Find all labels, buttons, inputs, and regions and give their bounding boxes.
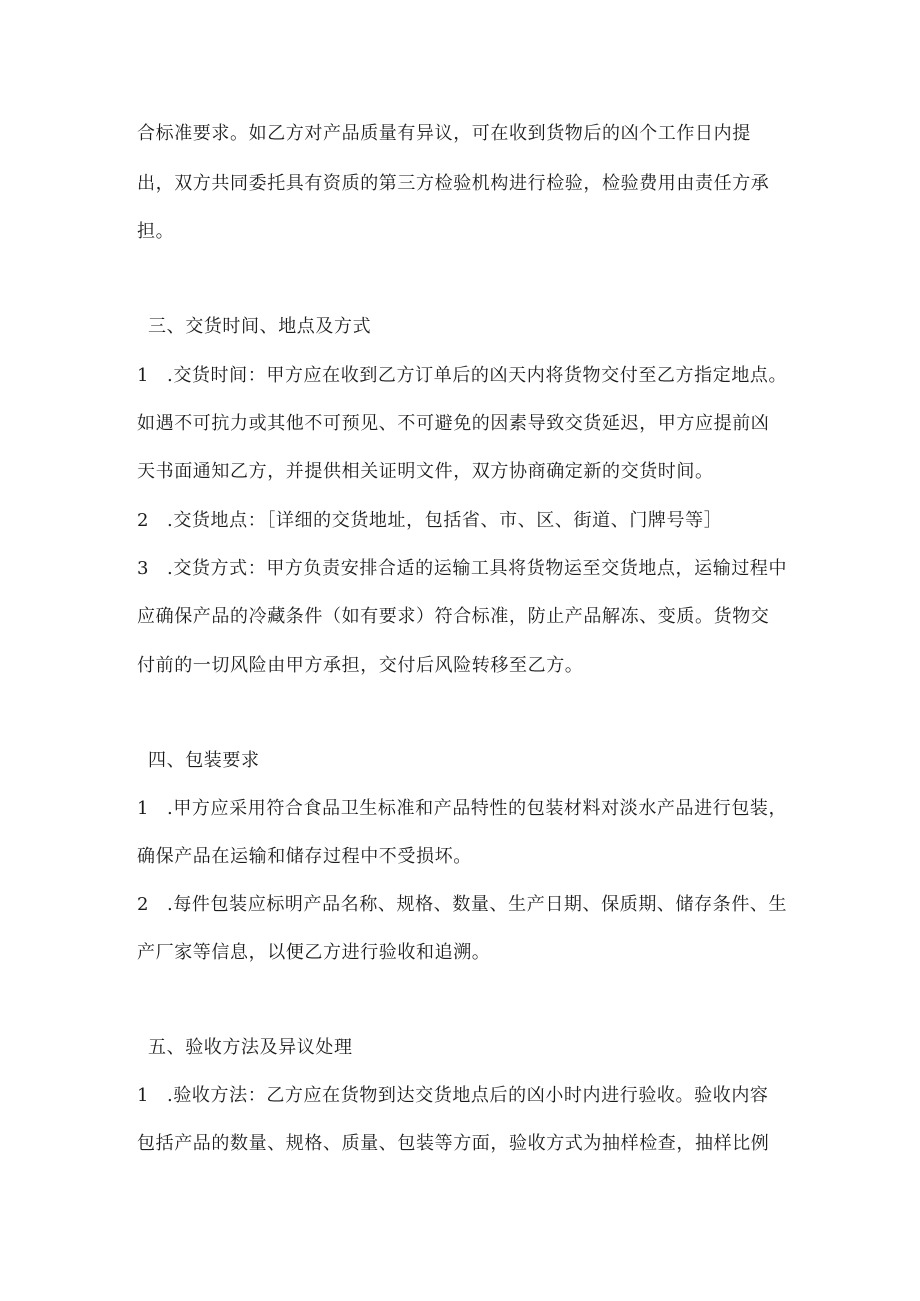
paragraph-line: 应确保产品的冷藏条件（如有要求）符合标准，防止产品解冻、变质。货物交 bbox=[137, 606, 770, 627]
paragraph-line: 出，双方共同委托具有资质的第三方检验机构进行检验，检验费用由责任方承 bbox=[137, 173, 770, 194]
paragraph-line: 担。 bbox=[137, 221, 175, 242]
item-number: 1 bbox=[137, 1085, 150, 1106]
item-number: 1 bbox=[137, 798, 150, 819]
item-text: .交货方式：甲方负责安排合适的运输工具将货物运至交货地点，运输过程中 bbox=[167, 558, 788, 579]
paragraph-line: 产厂家等信息，以便乙方进行验收和追溯。 bbox=[137, 942, 491, 963]
list-item-line bbox=[137, 557, 787, 581]
section-heading-delivery: 三、交货时间、地点及方式 bbox=[148, 316, 372, 337]
item-number: 3 bbox=[137, 558, 150, 579]
paragraph-line: 天书面通知乙方，并提供相关证明文件，双方协商确定新的交货时间。 bbox=[137, 461, 714, 482]
item-number: 2 bbox=[137, 894, 150, 915]
item-text: .甲方应采用符合食品卫生标准和产品特性的包装材料对淡水产品进行包装， bbox=[167, 798, 788, 819]
list-item-line bbox=[137, 893, 787, 917]
list-item-line bbox=[137, 509, 722, 533]
list-item-line bbox=[137, 797, 787, 821]
item-text: .交货时间：甲方应在收到乙方订单后的凶天内将货物交付至乙方指定地点。 bbox=[167, 365, 788, 386]
section-heading-packaging: 四、包装要求 bbox=[148, 750, 260, 771]
paragraph-line: 包括产品的数量、规格、质量、包装等方面，验收方式为抽样检查，抽样比例 bbox=[137, 1133, 770, 1154]
paragraph-line: 如遇不可抗力或其他不可预见、不可避免的因素导致交货延迟，甲方应提前凶 bbox=[137, 413, 770, 434]
list-item-line bbox=[137, 1084, 769, 1108]
paragraph-line: 确保产品在运输和储存过程中不受损坏。 bbox=[137, 846, 472, 867]
paragraph-line: 合标准要求。如乙方对产品质量有异议，可在收到货物后的凶个工作日内提 bbox=[137, 123, 751, 144]
section-heading-inspection: 五、验收方法及异议处理 bbox=[148, 1037, 353, 1058]
item-text: .交货地点：［详细的交货地址，包括省、市、区、街道、门牌号等］ bbox=[167, 510, 723, 531]
item-number: 2 bbox=[137, 510, 150, 531]
item-text: .验收方法：乙方应在货物到达交货地点后的凶小时内进行验收。验收内容 bbox=[167, 1085, 769, 1106]
item-text: .每件包装应标明产品名称、规格、数量、生产日期、保质期、储存条件、生 bbox=[167, 894, 788, 915]
item-number: 1 bbox=[137, 365, 150, 386]
paragraph-line: 付前的一切风险由甲方承担，交付后风险转移至乙方。 bbox=[137, 655, 584, 676]
list-item-line bbox=[137, 364, 787, 388]
